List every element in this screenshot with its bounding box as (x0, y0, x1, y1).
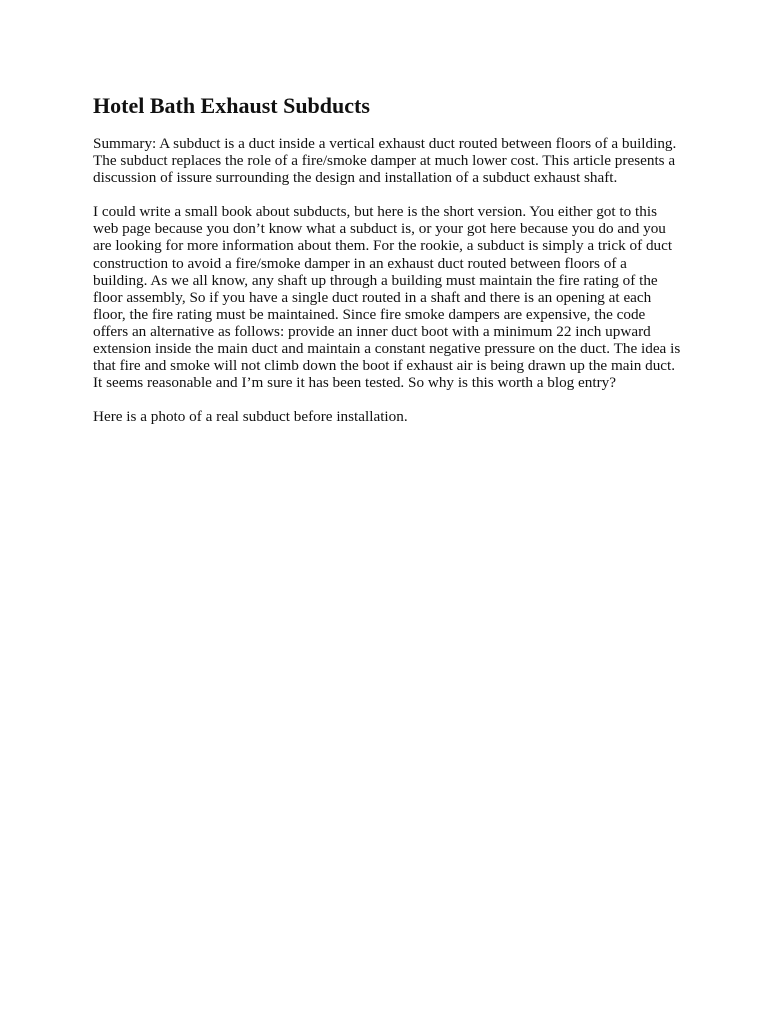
page-title: Hotel Bath Exhaust Subducts (93, 93, 370, 118)
summary-paragraph: Summary: A subduct is a duct inside a vertical exhaust duct routed between floors of a building. The subduct replaces the role of a fire/smoke damper at much lower cost. This article presents a discussion of issure surrounding the design and installation of a subduct exhaust shaft. (93, 135, 677, 187)
body-paragraph: I could write a small book about subducts, but here is the short version. You either got to this web page because you don’t know what a subduct is, or your got here because you do and you are looking for more information about them. For the rookie, a subduct is simply a trick of duct construction to avoid a fire/smoke damper in an exhaust duct routed between floors of a building. As we all know, any shaft up through a building must maintain the fire rating of the floor assembly, So if you have a single duct routed in a shaft and there is an opening at each floor, the fire rating must be maintained. Since fire smoke dampers are expensive, the code offers an alternative as follows: provide an inner duct boot with a minimum 22 inch upward extension inside the main duct and maintain a constant negative pressure on the duct. The idea is that fire and smoke will not climb down the boot if exhaust air is being drawn up the main duct. It seems reasonable and I’m sure it has been tested. So why is this worth a blog entry? (93, 203, 681, 392)
photo-intro-paragraph: Here is a photo of a real subduct before installation. (93, 408, 408, 426)
document-page (93, 92, 683, 442)
